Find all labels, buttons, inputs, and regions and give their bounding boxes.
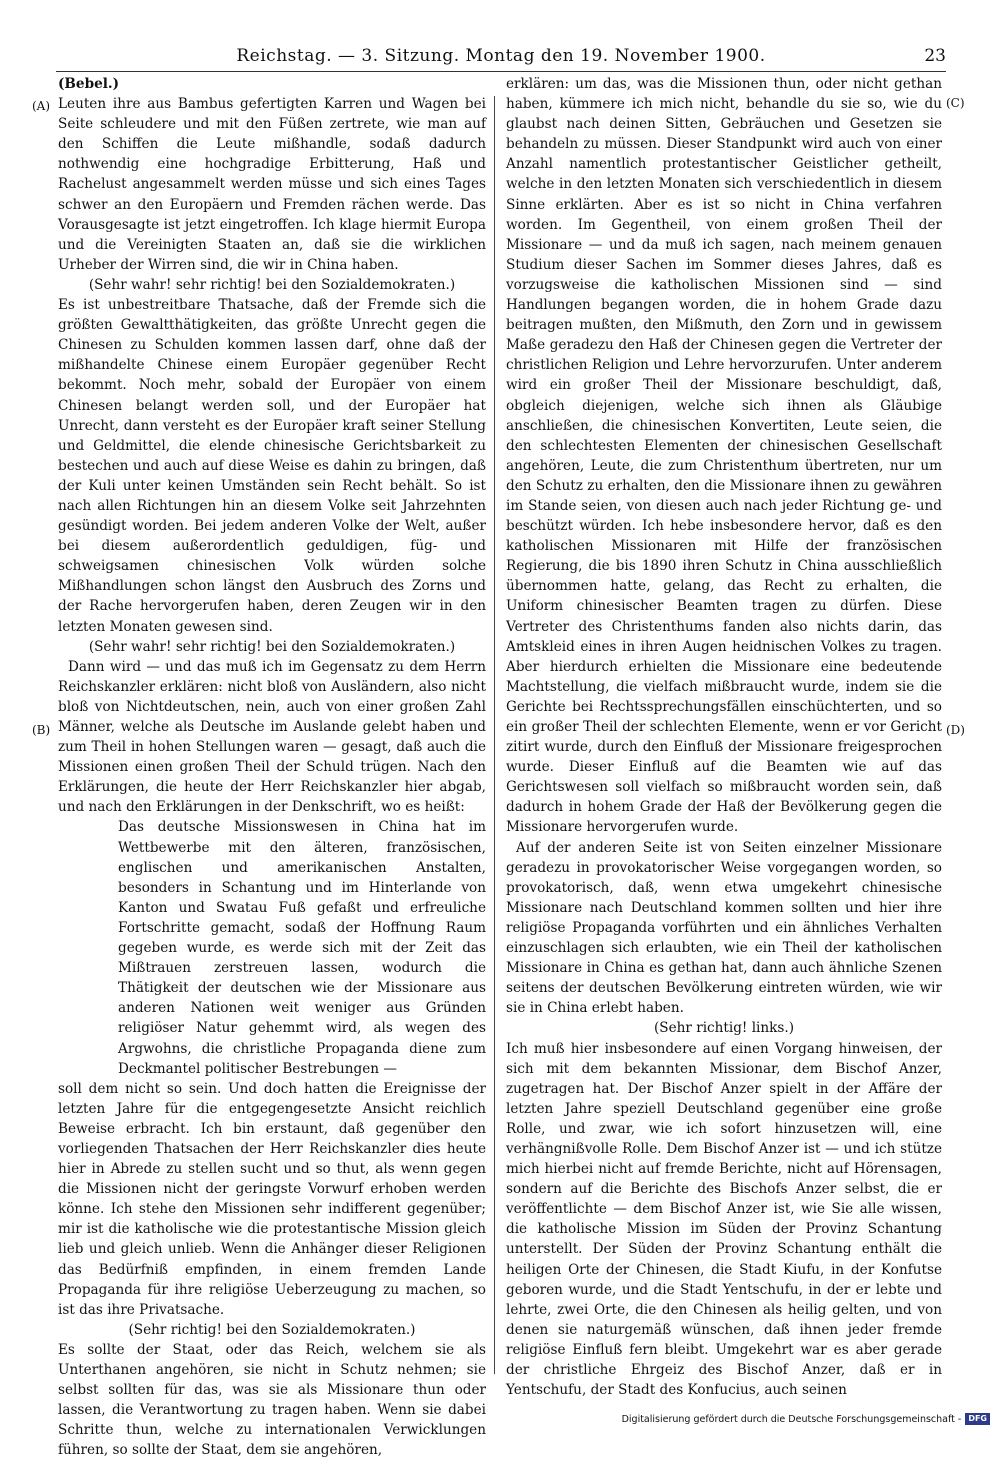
speaker-label: (Bebel.) <box>58 76 120 92</box>
page-number: 23 <box>924 46 946 66</box>
right-column <box>506 74 942 1400</box>
interjection: (Sehr wahr! sehr richtig! bei den Sozialdemokraten.) <box>88 276 456 293</box>
paragraph: Dann wird — und das muß ich im Gegensatz zu dem Herrn Reichskanzler erklären: nicht bloß von Ausländern, also nicht bloß von Nichtdeutschen, nein, auch von einer großen Zahl Männer, welche als Deutsche im Auslande gelebt haben und zum Theil in hohen Stellungen waren — gesagt, daß auch die Missionen einen großen Theil der Schuld trügen. Nach den Erklärungen, die heute der Herr Reichskanzler hier abgab, und nach den Erklärungen in der Denkschrift, wo es heißt: <box>58 658 486 816</box>
paragraph: Es ist unbestreitbare Thatsache, daß der Fremde sich die größten Gewaltthätigkeiten, das größte Unrecht gegen die Chinesen zu Schulden kommen lassen darf, ohne daß der mißhandelte Chinese einem Europäer gegenüber Recht bekommt. Noch mehr, sobald der Europäer von einem Chinesen belangt werden soll, und der Europäer hat Unrecht, dann versteht es der Europäer kraft seiner Stellung und Geldmittel, die elende chinesische Gerichtsbarkeit zu bestechen und auch auf diese Weise es dahin zu bringen, daß der Kuli unter keinen Umständen sein Recht behält. So ist nach allen Richtungen hin an diesem Volke seit Jahrzehnten gesündigt worden. Bei jedem anderen Volke der Welt, außer bei diesem außerordentlich geduldigen, füg- und schweigsamen chinesischen Volk würden solche Mißhandlungen schon längst den Ausbruch des Zorns und der Rache hervorgerufen haben, deren Zeugen wir in den letzten Monaten gewesen sind. <box>58 297 486 635</box>
paragraph: Auf der anderen Seite ist von Seiten einzelner Missionare geradezu in provokatorischer Weise vorgegangen worden, so provokatorisch, daß, wenn etwa umgekehrt chinesische Missionare nach Deutschland kommen sollten und hier ihre religiöse Propaganda vorführten und ein ähnliches Verhalten einzuschlagen sich erlaubten, wie ein Theil der katholischen Missionare in China es gethan hat, dann auch ähnliche Szenen seitens der deutschen Bevölkerung eintreten würden, wie wir sie in China erlebt haben. <box>506 839 942 1017</box>
running-title: Reichstag. — 3. Sitzung. Montag den 19. November 1900. <box>236 46 766 66</box>
interjection: (Sehr wahr! sehr richtig! bei den Sozialdemokraten.) <box>88 638 456 655</box>
block-quote: Das deutsche Missionswesen in China hat im Wettbewerbe mit den älteren, französischen, englischen und amerikanischen Anstalten, besonders in Schantung und im Hinterlande von Kanton und Swatau Fuß gefaßt und erfreuliche Fortschritte gemacht, sodaß der Hoffnung Raum gegeben wurde, es werde sich mit der Zeit das Mißtrauen zerstreuen lassen, wodurch die Thätigkeit der deutschen wie der Missionare aus anderen Nationen weit weniger aus Gründen religiöser Natur gehemmt wird, als wegen des Argwohns, die christliche Propaganda diene zum Deckmantel politischer Bestrebungen — <box>118 819 486 1077</box>
interjection: (Sehr richtig! links.) <box>653 1020 795 1037</box>
digitization-footer <box>622 1413 990 1425</box>
margin-mark-a: (A) <box>32 99 51 113</box>
paragraph: Es sollte der Staat, oder das Reich, welchem sie als Unterthanen angehören, sie nicht in Schutz nehmen; sie selbst sollten für das, was sie als Missionare thun oder lassen, die Verantwortung zu tragen haben. Wenn sie dabei Schritte thun, welche zu internationalen Verwicklungen führen, so sollte der Staat, dem sie angehören, <box>58 1341 486 1459</box>
header-rule <box>56 71 946 72</box>
column-separator <box>494 96 495 1374</box>
paragraph: erklären: um das, was die Missionen thun, oder nicht gethan haben, kümmere ich mich nicht, behandle du sie so, wie du glaubst nach deinen Sitten, Gebräuchen und Gesetzen sie behandeln zu müssen. Dieser Standpunkt wird auch von einer Anzahl namentlich protestantischer Geistlicher getheilt, welche in den letzten Monaten sich verschiedentlich in diesem Sinne erklärten. Aber es ist so nicht in China verfahren worden. Im Gegentheil, von einem großen Theil der Missionare — und da muß ich sagen, nach meinem genauen Studium dieser Sachen im Sommer dieses Jahres, daß es vorzugsweise die katholischen Missionen sind — sind Handlungen begangen worden, die in hohem Grade dazu beitragen mußten, den Mißmuth, den Zorn und in gewissem Maße geradezu den Haß der Chinesen gegen die Vertreter der christlichen Religion und Lehre hervorzurufen. Unter anderem wird ein großer Theil der Missionare beschuldigt, daß, obgleich diejenigen, welche sich ihnen als Gläubige anschließen, die chinesischen Konvertiten, Leute seien, die den schlechtesten Elementen der chinesischen Gesellschaft angehören, Leute, die zum Christenthum übertreten, nur um den Schutz zu erhalten, den die Missionare ihnen zu gewähren im Stande seien, von diesen auch nach jeder Richtung ge- und beschützt würden. Ich hebe insbesondere hervor, daß es den katholischen Missionaren mit Hilfe der französischen Regierung, die bis 1890 ihren Schutz in China ausschließlich übernommen hatte, gelang, das Recht zu erhalten, die Uniform chinesischer Beamten tragen zu dürfen. Diese Vertreter des Christenthums fanden also nichts darin, das Amtskleid eines in ihren Augen heidnischen Volkes zu tragen. Aber hierdurch erhielten die Missionare eine bedeutende Machtstellung, die vielfach mißbraucht wurde, indem sie die Gerichte bei Rechtssprechungsfällen einschüchterten, und so ein großer Theil der schlechten Elemente, wenn er vor Gericht zitirt wurde, durch den Einfluß der Missionare freigesprochen wurde. Dieser Einfluß auf die Beamten wie auf das Gerichtswesen soll vielfach so mißbraucht worden sein, daß dadurch in hohem Grade der Haß der Bevölkerung gegen die Missionare hervorgerufen wurde. <box>506 76 942 836</box>
margin-mark-d: (D) <box>946 723 965 737</box>
paragraph: Leuten ihre aus Bambus gefertigten Karren und Wagen bei Seite schleudere und mit den Füßen zertrete, wie man auf den Schiffen die Leute mißhandle, sodaß dadurch nothwendig eine hochgradige Erbitterung, Haß und Rachelust angesammelt werden müsse und sich eines Tages schwer an den Europäern und Fremden rächen werde. Das Vorausgesagte ist jetzt eingetroffen. Ich klage hiermit Europa und die Vereinigten Staaten an, daß sie die wirklichen Urheber der Wirren sind, die wir in China haben. <box>58 96 486 273</box>
margin-mark-c: (C) <box>946 96 965 110</box>
interjection: (Sehr richtig! bei den Sozialdemokraten.) <box>128 1321 416 1338</box>
margin-mark-b: (B) <box>32 723 51 737</box>
paragraph: Ich muß hier insbesondere auf einen Vorgang hinweisen, der sich mit dem bekannten Missionar, dem Bischof Anzer, zugetragen hat. Der Bischof Anzer spielt in der Affäre der letzten Jahre speziell Deutschland gegenüber eine große Rolle, und zwar, wie ich sofort hinzusetzen will, eine verhängnißvolle Rolle. Dem Bischof Anzer ist — und ich stütze mich hierbei nicht auf fremde Berichte, nicht auf Hörensagen, sondern auf die Berichte des Bischofs Anzer selbst, die er veröffentlichte — dem Bischof Anzer ist, wie Sie alle wissen, die katholische Mission im Süden der Provinz Schantung unterstellt. Der Süden der Provinz Schantung enthält die heiligen Orte der Chinesen, die Stadt Kiufu, in der Konfutse geboren wurde, und die Stadt Yentschufu, in der er lebte und lehrte, zwei Orte, die den Chinesen als heilig gelten, und von denen sie naturgemäß wünschen, daß ihnen jeder fremde religiöse Einfluß fern bleibt. Umgekehrt war es aber gerade der christliche Ehrgeiz des Bischof Anzer, daß er in Yentschufu, der Stadt des Konfucius, auch seinen <box>506 1040 942 1399</box>
paragraph: soll dem nicht so sein. Und doch hatten die Ereignisse der letzten Jahre für die entgegengesetzte Ansicht reichlich Beweise erbracht. Ich bin erstaunt, daß gegenüber den vorliegenden Thatsachen der Herr Reichskanzler dies heute hier in Abrede zu stellen sucht und so thut, als wenn gegen die Missionen nicht der geringste Vorwurf erhoben werden könne. Ich stehe den Missionen sehr indifferent gegenüber; mir ist die katholische wie die protestantische Mission gleich lieb und gleich unlieb. Wenn die Anhänger dieser Religionen das Bedürfniß empfinden, in einem fremden Lande Propaganda für ihre religiöse Ueberzeugung zu machen, so ist das ihre Privatsache. <box>58 1080 486 1318</box>
footer-credit: Digitalisierung gefördert durch die Deutsche Forschungsgemeinschaft - <box>621 1413 962 1425</box>
page-header <box>56 46 946 70</box>
dfg-logo: DFG <box>965 1413 990 1425</box>
left-column <box>58 74 486 1460</box>
